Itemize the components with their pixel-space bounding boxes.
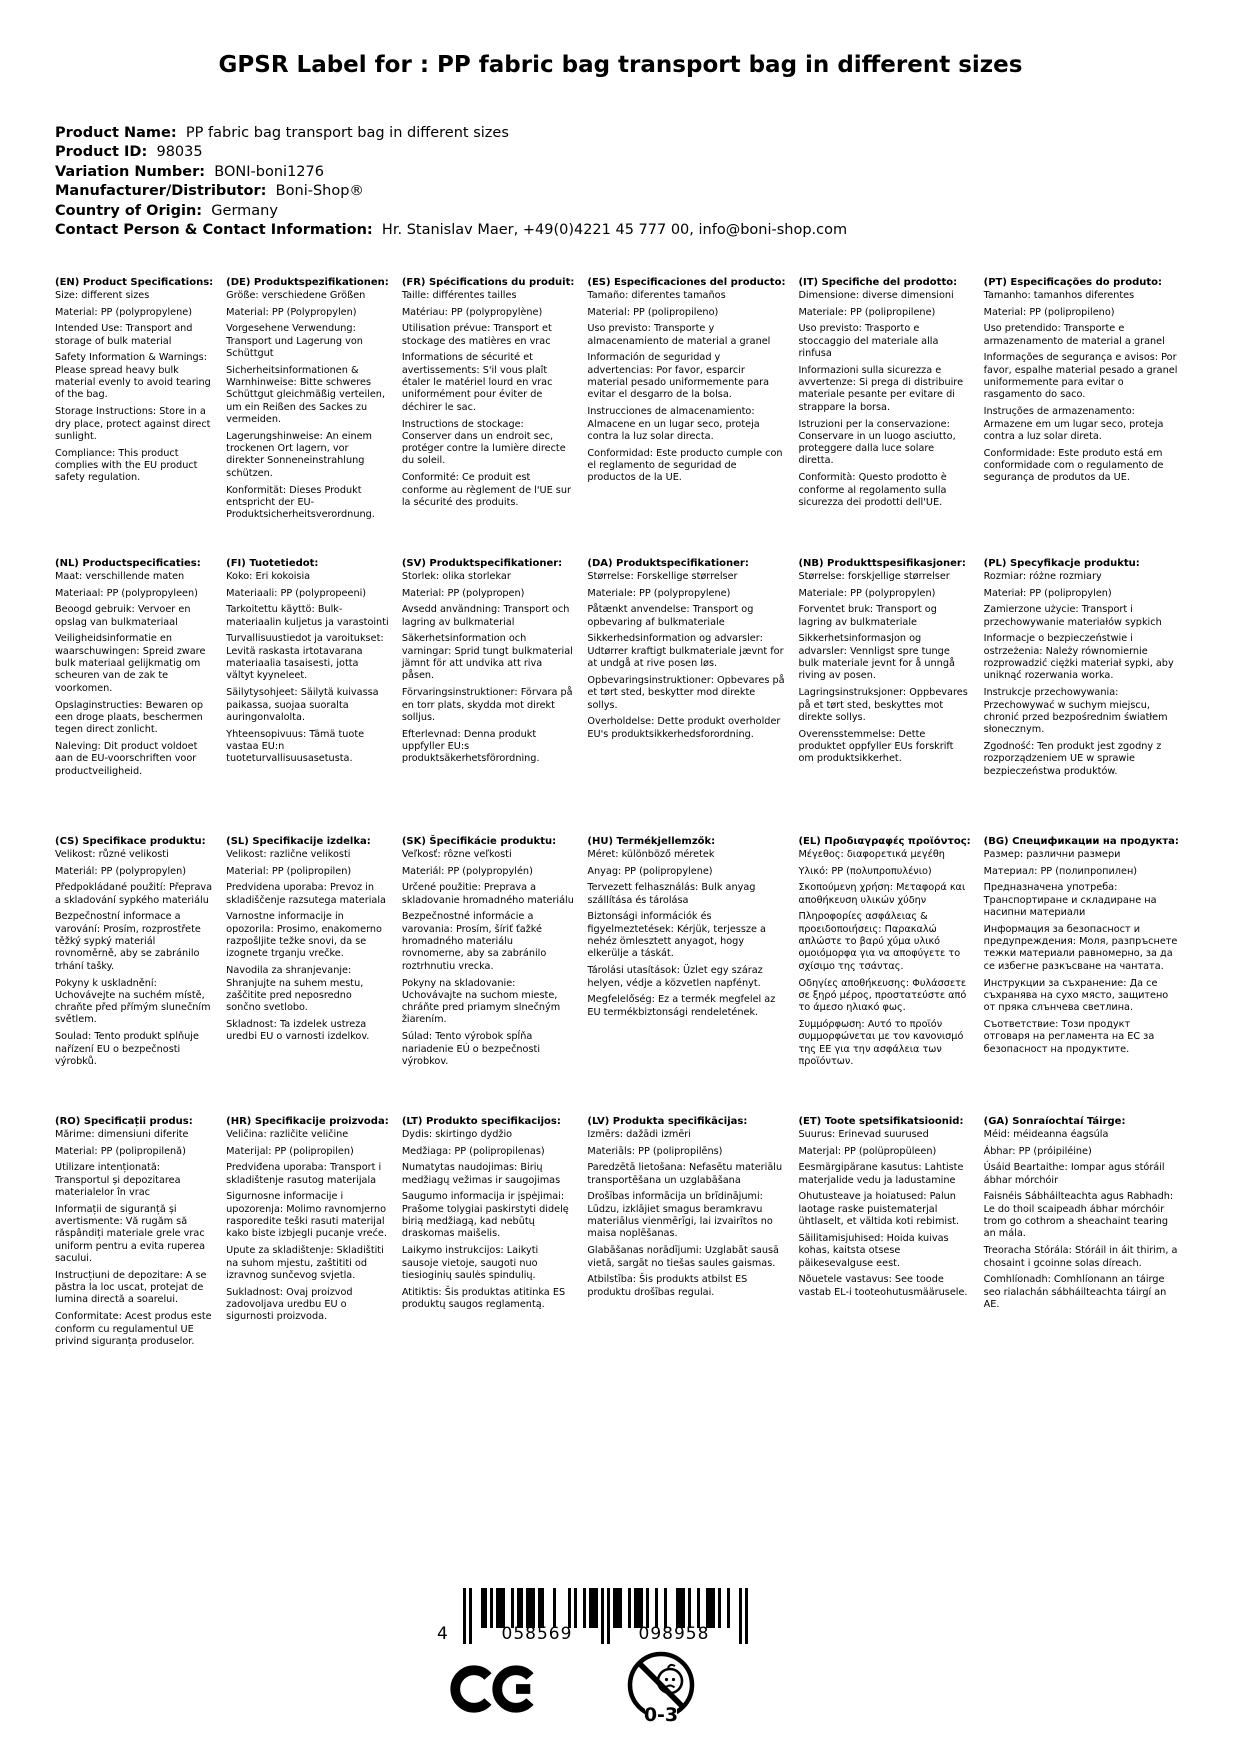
lang-block-paragraph: Material: PP (polipropileno) bbox=[587, 306, 719, 318]
lang-block-paragraph: Sikkerhedsinformation og advarsler: Udtørrer kraftigt bulkmateriale jævnt for at undgå at rive posen løs. bbox=[587, 633, 784, 670]
lang-block-paragraph: Avsedd användning: Transport och lagring av bulkmaterial bbox=[401, 604, 570, 628]
lang-block-paragraph: Varnostne informacije in opozorila: Prosimo, enakomerno razpošljite težke snovi, da se izognete trganju vrečke. bbox=[226, 911, 382, 960]
lang-block-heading: (BG) Спецификации на продукта: bbox=[983, 836, 1179, 847]
lang-block-paragraph: Sigurnosne informacije i upozorenja: Molimo ravnomjerno rasporedite teški rasuti materijal kako biste izbjegli pucanje vreće. bbox=[226, 1191, 387, 1240]
lang-block-paragraph: Utilisation prévue: Transport et stockage des matières en vrac bbox=[401, 323, 552, 347]
product-info-label: Variation Number: bbox=[55, 163, 206, 180]
lang-block-paragraph: Informações de segurança e avisos: Por favor, espalhe material pesado a granel uniformemente para evitar o rasgamento do saco. bbox=[983, 352, 1178, 401]
lang-block-paragraph: Veľkosť: rôzne veľkosti bbox=[401, 848, 512, 860]
lang-block-heading: (RO) Specificații produs: bbox=[55, 1116, 193, 1127]
lang-block-paragraph: Upute za skladištenje: Skladištiti na suhom mjestu, zaštititi od izravnog sunčevog svjetla. bbox=[226, 1245, 384, 1281]
lang-block-el bbox=[798, 836, 970, 1116]
lang-block-paragraph: Uso previsto: Transporte y almacenamiento de material a granel bbox=[587, 323, 771, 347]
lang-block-paragraph: Materiaali: PP (polypropeeni) bbox=[226, 587, 367, 599]
lang-block-paragraph: Tamaño: diferentes tamaños bbox=[587, 289, 726, 301]
lang-block-paragraph: Storage Instructions: Store in a dry place, protect against direct sunlight. bbox=[55, 406, 211, 442]
lang-block-paragraph: Beoogd gebruik: Vervoer en opslag van bulkmateriaal bbox=[55, 604, 191, 628]
lang-block-paragraph: Οδηγίες αποθήκευσης: Φυλάσσετε σε ξηρό μέρος, προστατεύστε από το άμεσο ηλιακό φως. bbox=[798, 977, 967, 1014]
lang-block-heading: (PL) Specyfikacje produktu: bbox=[983, 558, 1140, 569]
lang-block-paragraph: Material: PP (polypropylene) bbox=[55, 306, 193, 318]
product-info-value: Boni-Shop® bbox=[266, 183, 364, 200]
lang-block-paragraph: Opbevaringsinstruktioner: Opbevares på et tørt sted, beskytter mod direkte sollys. bbox=[587, 674, 785, 711]
lang-block-paragraph: Materiál: PP (polypropylén) bbox=[401, 865, 533, 877]
lang-block-paragraph: Eesmärgipärane kasutus: Lahtiste materjalide vedu ja ladustamine bbox=[798, 1162, 964, 1186]
lang-block-ro bbox=[55, 1116, 213, 1353]
lang-block-it bbox=[798, 277, 970, 558]
lang-block-paragraph: Bezpečnostné informácie a varovania: Prosím, šíriť ťažké hromadného materiálu rovnomerne, aby sa zabránilo roztrhnutiu vrecka. bbox=[401, 911, 547, 972]
barcode-lead-digit: 4 bbox=[437, 1624, 449, 1644]
lang-block-paragraph: Conformité: Ce produit est conforme au règlement de l'UE sur la sécurité des produits. bbox=[401, 472, 571, 508]
product-info-value: BONI-boni1276 bbox=[205, 163, 324, 180]
lang-block-paragraph: Konformität: Dieses Produkt entspricht der EU-Produktsicherheitsverordnung. bbox=[226, 484, 375, 521]
lang-block-paragraph: Size: different sizes bbox=[55, 289, 150, 301]
ean13-barcode bbox=[437, 1588, 748, 1650]
lang-block-heading: (SL) Specifikacije izdelka: bbox=[226, 836, 371, 847]
product-info-value: Hr. Stanislav Maer, +49(0)4221 45 777 00, info@boni-shop.com bbox=[372, 222, 848, 239]
lang-block-paragraph: Förvaringsinstruktioner: Förvara på en torr plats, skydda mot direkt solljus. bbox=[401, 687, 573, 723]
lang-block-paragraph: Compliance: This product complies with the EU product safety regulation. bbox=[55, 447, 198, 484]
lang-block-paragraph: Uso previsto: Trasporto e stoccaggio del materiale alla rinfusa bbox=[798, 323, 939, 359]
lang-block-paragraph: Paredzētā lietošana: Nefasētu materiālu transportēšana un uzglabāšana bbox=[587, 1162, 783, 1186]
product-info-label: Product Name: bbox=[55, 125, 177, 141]
lang-block-de bbox=[226, 277, 389, 558]
product-info-label: Manufacturer/Distributor: bbox=[55, 183, 267, 200]
lang-block-paragraph: Drošības informācija un brīdinājumi: Lūdzu, izklājiet smagus beramkravu materiālus vienmērīgi, lai izvairītos no maisa noplēšanas. bbox=[587, 1191, 773, 1240]
barcode-left-digits: 058569 bbox=[501, 1624, 573, 1644]
lang-block-paragraph: Vorgesehene Verwendung: Transport und Lagerung von Schüttgut bbox=[226, 323, 363, 359]
lang-block-paragraph: Turvallisuustiedot ja varoitukset: Levitä raskasta irtotavarana materiaalia tasaisesti, jotta vältyt kyyneleet. bbox=[226, 633, 384, 682]
age-warning-text: 0-3 bbox=[643, 1704, 679, 1726]
lang-block-paragraph: Uso pretendido: Transporte e armazenamento de material a granel bbox=[983, 323, 1165, 347]
product-info-row bbox=[55, 143, 847, 162]
lang-block-paragraph: Material: PP (polypropen) bbox=[401, 587, 525, 599]
lang-block-paragraph: Conformidad: Este producto cumple con el reglamento de seguridad de productos de la UE. bbox=[587, 447, 783, 484]
lang-block-paragraph: Материал: PP (полипропилен) bbox=[983, 865, 1138, 877]
lang-block-paragraph: Zgodność: Ten produkt jest zgodny z rozporządzeniem UE w sprawie bezpieczeństwa produktów. bbox=[983, 740, 1162, 777]
lang-block-heading: (NL) Productspecificaties: bbox=[55, 558, 201, 569]
lang-block-paragraph: Veličina: različite veličine bbox=[226, 1128, 349, 1140]
product-info-label: Product ID: bbox=[55, 144, 148, 161]
lang-block-paragraph: Tamanho: tamanhos diferentes bbox=[983, 289, 1135, 301]
lang-block-paragraph: Istruzioni per la conservazione: Conservare in un luogo asciutto, proteggere dalla luce solare diretta. bbox=[798, 418, 956, 467]
lang-block-heading: (FI) Tuotetiedot: bbox=[226, 558, 319, 569]
lang-block-paragraph: Размер: различни размери bbox=[983, 848, 1121, 860]
product-info-value: 98035 bbox=[147, 144, 203, 161]
lang-block-paragraph: Biztonsági információk és figyelmeztetések: Kérjük, terjessze a nehéz ömlesztett anyagot, hogy elkerülje a táskát. bbox=[587, 911, 766, 960]
lang-block-paragraph: Určené použitie: Preprava a skladovanie hromadného materiálu bbox=[401, 882, 574, 906]
lang-block-paragraph: Materiał: PP (polipropylen) bbox=[983, 587, 1112, 599]
lang-block-paragraph: Størrelse: Forskellige størrelser bbox=[587, 570, 738, 582]
lang-block-heading: (LV) Produkta specifikācijas: bbox=[587, 1116, 748, 1127]
lang-block-heading: (ET) Toote spetsifikatsioonid: bbox=[798, 1116, 964, 1127]
language-grid bbox=[55, 277, 1177, 1353]
product-info-row bbox=[55, 163, 847, 182]
lang-block-paragraph: Lagringsinstruksjoner: Oppbevares på et tørt sted, beskyttes mot direkte sollys. bbox=[798, 687, 968, 723]
lang-block-paragraph: Navodila za shranjevanje: Shranjujte na suhem mestu, zaščitite pred neposredno sončno svetlobo. bbox=[226, 965, 364, 1014]
lang-block-paragraph: Glabāšanas norādījumi: Uzglabāt sausā vietā, sargāt no tiešas saules gaismas. bbox=[587, 1245, 779, 1269]
lang-block-paragraph: Predvidena uporaba: Prevoz in skladiščenje razsutega materiala bbox=[226, 882, 386, 906]
lang-block-paragraph: Koko: Eri kokoisia bbox=[226, 570, 311, 582]
lang-block-paragraph: Overensstemmelse: Dette produktet oppfyller EUs forskrift om produktsikkerhet. bbox=[798, 728, 954, 765]
lang-block-paragraph: Informations de sécurité et avertissements: S'il vous plaît étaler le matériel lourd en vrac uniformément pour éviter de déchirer le sac. bbox=[401, 352, 553, 413]
lang-block-paragraph: Съответствие: Този продукт отговаря на регламента на ЕС за безопасност на продуктите. bbox=[983, 1018, 1155, 1055]
lang-block-fr bbox=[402, 277, 575, 558]
lang-block-nl bbox=[55, 558, 213, 836]
lang-block-paragraph: Faisnéis Sábháilteachta agus Rabhadh: Le do thoil scaipeadh ábhar mórchóir trom go cothrom a sheachaint tearing an mála. bbox=[983, 1191, 1174, 1240]
lang-block-paragraph: Numatytas naudojimas: Birių medžiagų vežimas ir saugojimas bbox=[401, 1162, 561, 1186]
lang-block-heading: (PT) Especificações do produto: bbox=[983, 277, 1162, 288]
lang-block-paragraph: Instructions de stockage: Conserver dans un endroit sec, protéger contre la lumière directe du soleil. bbox=[401, 418, 566, 467]
lang-block-paragraph: Säilitamisjuhised: Hoida kuivas kohas, kaitsta otsese päikesevalguse eest. bbox=[798, 1232, 949, 1269]
lang-block-fi bbox=[226, 558, 389, 836]
lang-block-paragraph: Säilytysohjeet: Säilytä kuivassa paikassa, suojaa suoralta auringonvalolta. bbox=[226, 687, 379, 723]
lang-block-heading: (DE) Produktspezifikationen: bbox=[226, 277, 389, 288]
lang-block-paragraph: Treoracha Stórála: Stóráil in áit thirim, a chosaint i gcoinne solas díreach. bbox=[983, 1245, 1178, 1269]
lang-block-paragraph: Pokyny na skladovanie: Uchovávajte na suchom mieste, chráňte pred priamym slnečným žiarením. bbox=[401, 977, 561, 1026]
product-info-row bbox=[55, 221, 847, 240]
lang-block-heading: (HR) Specifikacije proizvoda: bbox=[226, 1116, 389, 1127]
lang-block-cs bbox=[55, 836, 213, 1116]
lang-block-hr bbox=[226, 1116, 389, 1353]
lang-block-paragraph: Nõuetele vastavus: See toode vastab EL-i tooteohutusmäärusele. bbox=[798, 1274, 968, 1298]
lang-block-lv bbox=[587, 1116, 785, 1353]
lang-block-paragraph: Úsáid Beartaithe: Iompar agus stóráil ábhar mórchóir bbox=[983, 1162, 1165, 1186]
lang-block-paragraph: Forventet bruk: Transport og lagring av bulkmateriale bbox=[798, 604, 937, 628]
lang-block-paragraph: Ábhar: PP (próipiléine) bbox=[983, 1145, 1092, 1157]
lang-block-paragraph: Συμμόρφωση: Αυτό το προϊόν συμμορφώνεται με τον κανονισμό της ΕΕ για την ασφάλεια των προϊόντων. bbox=[798, 1018, 964, 1067]
lang-block-paragraph: Instrucțiuni de depozitare: A se păstra la loc uscat, protejat de lumina directă a soarelui. bbox=[55, 1269, 207, 1306]
lang-block-paragraph: Efterlevnad: Denna produkt uppfyller EU:s produktsäkerhetsförordning. bbox=[401, 728, 540, 765]
lang-block-paragraph: Mărime: dimensiuni diferite bbox=[55, 1128, 189, 1140]
lang-block-ga bbox=[984, 1116, 1179, 1353]
lang-block-paragraph: Atitiktis: Šis produktas atitinka ES produktų saugos reglamentą. bbox=[401, 1286, 566, 1310]
barcode-module bbox=[745, 1588, 748, 1644]
lang-block-paragraph: Méid: méideanna éagsúla bbox=[983, 1128, 1109, 1140]
lang-block-paragraph: Предназначена употреба: Транспортиране и складиране на насипни материали bbox=[983, 882, 1157, 918]
lang-block-nb bbox=[798, 558, 970, 836]
lang-block-lt bbox=[402, 1116, 575, 1353]
lang-block-paragraph: Инструкции за съхранение: Да се съхранява на сухо място, защитено от пряка слънчева светлина. bbox=[983, 977, 1169, 1014]
lang-block-paragraph: Saugumo informacija ir įspėjimai: Prašome tolygiai paskirstyti didelę birią medžiagą, kad nebūtų draskomas maišelis. bbox=[401, 1191, 569, 1240]
lang-block-paragraph: Súlad: Tento výrobok spĺňa nariadenie EÚ o bezpečnosti výrobkov. bbox=[401, 1031, 541, 1067]
lang-block-paragraph: Sikkerhetsinformasjon og advarsler: Vennligst spre tunge bulk materiale jevnt for å unngå riving av posen. bbox=[798, 633, 955, 682]
lang-block-paragraph: Информация за безопасност и предупреждения: Моля, разпръснете тежки материали равномерно, за да се избегне разкъсване на чантата. bbox=[983, 923, 1178, 972]
lang-block-paragraph: Informații de siguranță și avertismente: Vă rugăm să răspândiți materiale grele vrac uniform pentru a evita ruperea sacului. bbox=[55, 1203, 205, 1264]
barcode-right-digits: 098958 bbox=[638, 1624, 710, 1644]
lang-block-paragraph: Storlek: olika storlekar bbox=[401, 570, 511, 582]
lang-block-paragraph: Safety Information & Warnings: Please spread heavy bulk material evenly to avoid tearing of the bag. bbox=[55, 352, 211, 401]
product-info-row bbox=[55, 202, 847, 221]
lang-block-et bbox=[798, 1116, 970, 1353]
lang-block-paragraph: Pokyny k uskladnění: Uchovávejte na suchém místě, chraňte před přímým slunečním světlem. bbox=[55, 977, 211, 1026]
lang-block-paragraph: Ohutusteave ja hoiatused: Palun laotage raske puistematerjal ühtlaselt, et vältida koti rebimist. bbox=[798, 1191, 960, 1228]
age-warning-icon bbox=[622, 1648, 700, 1726]
lang-block-paragraph: Størrelse: forskjellige størrelser bbox=[798, 570, 950, 582]
lang-block-paragraph: Veiligheidsinformatie en waarschuwingen: Spreid zware bulk materiaal gelijkmatig om scheuren van de zak te voorkomen. bbox=[55, 633, 206, 694]
product-info-value: PP fabric bag transport bag in different sizes bbox=[176, 125, 509, 141]
lang-block-paragraph: Utilizare intenționată: Transportul și depozitarea materialelor în vrac bbox=[55, 1162, 181, 1198]
lang-block-paragraph: Instrucciones de almacenamiento: Almacene en un lugar seco, proteja contra la luz solar directa. bbox=[587, 406, 760, 442]
lang-block-paragraph: Materiale: PP (polypropylene) bbox=[587, 587, 731, 599]
lang-block-heading: (SV) Produktspecifikationer: bbox=[401, 558, 563, 569]
lang-block-paragraph: Materiāls: PP (polipropilēns) bbox=[587, 1145, 723, 1157]
lang-block-paragraph: Megfelelőség: Ez a termék megfelel az EU termékbiztonsági rendeletének. bbox=[587, 994, 776, 1018]
lang-block-paragraph: Sicherheitsinformationen & Warnhinweise: Bitte schweres Schüttgut gleichmäßig verteilen, um ein Reißen des Sackes zu vermeiden. bbox=[226, 364, 386, 425]
ce-mark-icon bbox=[450, 1660, 540, 1718]
lang-block-paragraph: Maat: verschillende maten bbox=[55, 570, 185, 582]
lang-block-paragraph: Información de seguridad y advertencias: Por favor, esparcir material pesado uniformemente para evitar el desgarro de la bolsa. bbox=[587, 352, 770, 401]
lang-block-paragraph: Opslaginstructies: Bewaren op een droge plaats, beschermen tegen direct zonlicht. bbox=[55, 699, 204, 736]
lang-block-sv bbox=[402, 558, 575, 836]
lang-block-heading: (NB) Produkttspesifikasjoner: bbox=[798, 558, 966, 569]
lang-block-paragraph: Conformidade: Este produto está em conformidade com o regulamento de segurança de produtos da UE. bbox=[983, 447, 1164, 484]
lang-block-paragraph: Yhteensopivuus: Tämä tuote vastaa EU:n tuoteturvallisuusasetusta. bbox=[226, 728, 365, 765]
lang-block-da bbox=[587, 558, 785, 836]
lang-block-paragraph: Izmērs: dažādi izmēri bbox=[587, 1128, 691, 1140]
lang-block-heading: (ES) Especificaciones del producto: bbox=[587, 277, 786, 288]
lang-block-paragraph: Tarkoitettu käyttö: Bulk-materiaalin kuljetus ja varastointi bbox=[226, 604, 389, 628]
lang-block-paragraph: Naleving: Dit product voldoet aan de EU-voorschriften voor productveiligheid. bbox=[55, 740, 198, 777]
lang-block-paragraph: Μέγεθος: διαφορετικά μεγέθη bbox=[798, 848, 945, 860]
page-title: GPSR Label for : PP fabric bag transport bag in different sizes bbox=[218, 52, 1023, 78]
lang-block-paragraph: Bezpečnostní informace a varování: Prosím, rozprostřete těžký sypký materiál rovnoměrně, aby se zabránilo trhání tašky. bbox=[55, 911, 201, 972]
lang-block-paragraph: Sukladnost: Ovaj proizvod zadovoljava uredbu EU o sigurnosti proizvoda. bbox=[226, 1286, 353, 1323]
lang-block-paragraph: Predviđena uporaba: Transport i skladištenje rasutog materijala bbox=[226, 1162, 382, 1186]
lang-block-heading: (SK) Špecifikácie produktu: bbox=[401, 836, 557, 847]
lang-block-heading: (FR) Spécifications du produit: bbox=[401, 277, 575, 288]
lang-block-paragraph: Materiál: PP (polypropylen) bbox=[55, 865, 187, 877]
lang-block-paragraph: Laikymo instrukcijos: Laikyti sausoje vietoje, saugoti nuo tiesioginių saulės spindulių. bbox=[401, 1245, 539, 1281]
lang-block-paragraph: Tárolási utasítások: Üzlet egy száraz helyen, védje a közvetlen napfényt. bbox=[587, 965, 763, 989]
product-info bbox=[55, 124, 847, 240]
lang-block-paragraph: Instruções de armazenamento: Armazene em um lugar seco, proteja contra a luz solar direta. bbox=[983, 406, 1164, 442]
lang-block-paragraph: Dydis: skirtingo dydžio bbox=[401, 1128, 513, 1140]
lang-block-paragraph: Matériau: PP (polypropylène) bbox=[401, 306, 543, 318]
lang-block-paragraph: Overholdelse: Dette produkt overholder EU's produktsikkerhedsforordning. bbox=[587, 716, 781, 740]
lang-block-bg bbox=[984, 836, 1179, 1116]
lang-block-paragraph: Material: PP (polipropilen) bbox=[226, 865, 352, 877]
lang-block-heading: (EN) Product Specifications: bbox=[55, 277, 214, 288]
lang-block-paragraph: Velikost: različne velikosti bbox=[226, 848, 351, 860]
lang-block-paragraph: Comhlíonadh: Comhlíonann an táirge seo rialachán sábháilteachta táirgí an AE. bbox=[983, 1274, 1167, 1310]
lang-block-paragraph: Intended Use: Transport and storage of bulk material bbox=[55, 323, 193, 347]
lang-block-paragraph: Materiaal: PP (polypropyleen) bbox=[55, 587, 198, 599]
lang-block-pl bbox=[984, 558, 1179, 836]
product-info-row bbox=[55, 124, 847, 143]
lang-block-paragraph: Conformitate: Acest produs este conform cu regulamentul UE privind siguranța produselor. bbox=[55, 1311, 212, 1347]
lang-block-heading: (DA) Produktspecifikationer: bbox=[587, 558, 749, 569]
lang-block-paragraph: Méret: különböző méretek bbox=[587, 848, 715, 860]
lang-block-paragraph: Tervezett felhasználás: Bulk anyag szállítása és tárolása bbox=[587, 882, 756, 906]
lang-block-paragraph: Velikost: různé velikosti bbox=[55, 848, 169, 860]
lang-block-heading: (LT) Produkto specifikacijos: bbox=[401, 1116, 561, 1127]
lang-block-heading: (CS) Specifikace produktu: bbox=[55, 836, 206, 847]
lang-block-paragraph: Medžiaga: PP (polipropilenas) bbox=[401, 1145, 545, 1157]
product-info-value: Germany bbox=[202, 202, 278, 219]
lang-block-paragraph: Πληροφορίες ασφάλειας & προειδοποιήσεις: Παρακαλώ απλώστε το βαρύ χύμα υλικό ομοιόμορφα για να αποφύγετε το σχίσιμο της τσάντας. bbox=[798, 911, 961, 972]
lang-block-paragraph: Materiale: PP (polypropylen) bbox=[798, 587, 936, 599]
lang-block-paragraph: Instrukcje przechowywania: Przechowywać w suchym miejscu, chronić przed bezpośrednim światłem słonecznym. bbox=[983, 687, 1168, 736]
lang-block-sl bbox=[226, 836, 389, 1116]
lang-block-paragraph: Skladnost: Ta izdelek ustreza uredbi EU o varnosti izdelkov. bbox=[226, 1018, 370, 1043]
lang-block-paragraph: Anyag: PP (polipropylene) bbox=[587, 865, 713, 877]
lang-block-paragraph: Material: PP (polipropilenă) bbox=[55, 1145, 186, 1157]
lang-block-sk bbox=[402, 836, 575, 1116]
lang-block-paragraph: Υλικό: PP (πολυπροπυλένιο) bbox=[798, 865, 932, 877]
product-info-label: Contact Person & Contact Information: bbox=[55, 222, 373, 239]
lang-block-paragraph: Σκοπούμενη χρήση: Μεταφορά και αποθήκευση υλικών χύδην bbox=[798, 882, 966, 906]
lang-block-paragraph: Material: PP (Polypropylen) bbox=[226, 306, 357, 318]
lang-block-paragraph: Informacje o bezpieczeństwie i ostrzeżenia: Należy równomiernie rozprowadzić ciężki materiał sypki, aby uniknąć rozerwania worka. bbox=[983, 633, 1174, 682]
lang-block-paragraph: Taille: différentes tailles bbox=[401, 289, 517, 301]
lang-block-heading: (IT) Specifiche del prodotto: bbox=[798, 277, 958, 288]
product-info-row bbox=[55, 182, 847, 201]
lang-block-es bbox=[587, 277, 785, 558]
lang-block-paragraph: Material: PP (polipropileno) bbox=[983, 306, 1115, 318]
lang-block-heading: (GA) Sonraíochtaí Táirge: bbox=[983, 1116, 1126, 1127]
lang-block-paragraph: Lagerungshinweise: An einem trockenen Ort lagern, vor direkter Sonneneinstrahlung schützen. bbox=[226, 430, 372, 479]
lang-block-paragraph: Suurus: Erinevad suurused bbox=[798, 1128, 929, 1140]
lang-block-heading: (EL) Προδιαγραφές προϊόντος: bbox=[798, 836, 971, 847]
lang-block-paragraph: Säkerhetsinformation och varningar: Sprid tungt bulkmaterial jämnt för att undvika att riva påsen. bbox=[401, 633, 573, 682]
lang-block-paragraph: Conformità: Questo prodotto è conforme al regolamento sulla sicurezza dei prodotti dell'UE. bbox=[798, 472, 947, 508]
lang-block-hu bbox=[587, 836, 785, 1116]
lang-block-paragraph: Zamierzone użycie: Transport i przechowywanie materiałów sypkich bbox=[983, 604, 1162, 628]
lang-block-paragraph: Påtænkt anvendelse: Transport og opbevaring af bulkmateriale bbox=[587, 604, 754, 628]
lang-block-paragraph: Rozmiar: różne rozmiary bbox=[983, 570, 1102, 582]
lang-block-pt bbox=[984, 277, 1179, 558]
lang-block-paragraph: Atbilstība: Šis produkts atbilst ES produktu drošības regulai. bbox=[587, 1274, 748, 1298]
lang-block-heading: (HU) Termékjellemzők: bbox=[587, 836, 716, 847]
product-info-label: Country of Origin: bbox=[55, 202, 203, 219]
lang-block-paragraph: Materiale: PP (polipropilene) bbox=[798, 306, 936, 318]
lang-block-paragraph: Soulad: Tento produkt splňuje nařízení EU o bezpečnosti výrobků. bbox=[55, 1031, 199, 1067]
lang-block-en bbox=[55, 277, 213, 558]
lang-block-paragraph: Größe: verschiedene Größen bbox=[226, 289, 366, 301]
lang-block-paragraph: Informazioni sulla sicurezza e avvertenze: Si prega di distribuire materiale pesante per evitare di strappare la borsa. bbox=[798, 364, 964, 413]
lang-block-paragraph: Materjal: PP (polüpropüleen) bbox=[798, 1145, 937, 1157]
lang-block-paragraph: Dimensione: diverse dimensioni bbox=[798, 289, 954, 301]
lang-block-paragraph: Materijal: PP (polipropilen) bbox=[226, 1145, 354, 1157]
lang-block-paragraph: Předpokládané použití: Přeprava a skladování sypkého materiálu bbox=[55, 882, 213, 906]
